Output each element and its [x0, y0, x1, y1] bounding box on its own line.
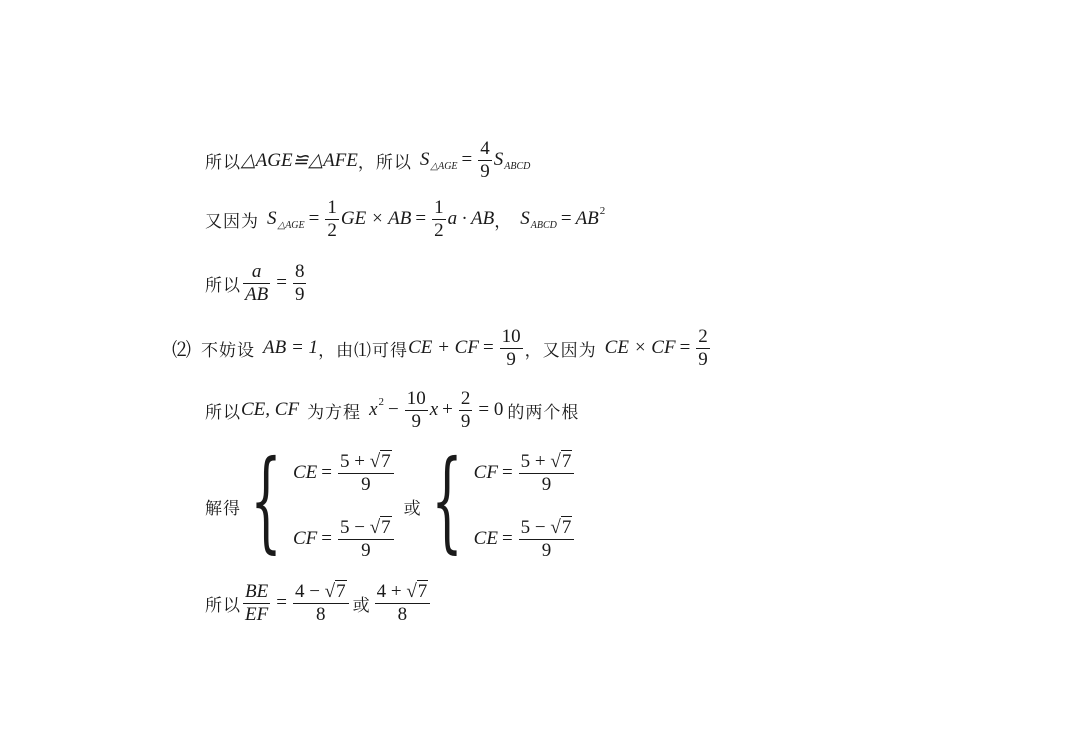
- system-row: [474, 516, 577, 562]
- text-you1kede: 由⑴可得: [336, 340, 409, 361]
- line-6: [205, 436, 576, 564]
- equals: =: [321, 528, 332, 549]
- equals: =: [679, 337, 691, 358]
- equals: =: [415, 208, 427, 229]
- lhs: CE: [293, 462, 318, 483]
- radicand: 7: [561, 517, 572, 538]
- fraction-root: [519, 450, 575, 496]
- fraction-2-9: [459, 388, 473, 433]
- equals: =: [321, 462, 332, 483]
- radicand: 7: [336, 581, 346, 602]
- fraction-numerator: 8: [294, 260, 305, 282]
- text-de-lianggegen: 的两个根: [507, 402, 580, 423]
- fraction-denominator: 9: [541, 474, 552, 495]
- fraction-root: [338, 516, 394, 562]
- fraction-denominator: 9: [411, 410, 421, 432]
- system-1: [293, 450, 396, 562]
- system-row: [293, 450, 396, 496]
- text-suoyi: 所以: [205, 595, 241, 616]
- fraction-denominator: 8: [397, 604, 408, 625]
- ab-equals-one: AB = 1: [263, 337, 319, 358]
- equals-zero: = 0: [478, 399, 504, 420]
- fraction-numerator: 5 − √ 7: [340, 517, 391, 538]
- fraction-be-over-ef: [243, 581, 270, 626]
- fraction-denominator: 9: [294, 283, 305, 305]
- fraction-numerator: 4 − √ 7: [294, 581, 346, 602]
- area-subscript: △AGE: [430, 160, 458, 172]
- line-7: [205, 578, 432, 628]
- equals: =: [501, 528, 513, 549]
- fraction-numerator: 2: [460, 387, 471, 409]
- radicand: 7: [417, 581, 428, 602]
- fraction-half: [432, 197, 446, 242]
- line-5: [205, 386, 579, 434]
- ge-times-ab: GE × AB: [340, 208, 412, 229]
- area-symbol: S: [520, 208, 530, 229]
- lhs: CF: [293, 528, 318, 549]
- fraction-denominator: 8: [316, 604, 326, 625]
- fraction-denominator: EF: [245, 603, 269, 625]
- line-4: [172, 324, 712, 372]
- fraction-numerator: BE: [245, 580, 269, 602]
- var-x: x: [429, 399, 439, 420]
- fraction-denominator: 9: [541, 540, 552, 561]
- fraction-numerator: 10: [406, 387, 426, 409]
- lhs: CF: [473, 462, 498, 483]
- equals: =: [560, 208, 572, 229]
- fraction-numerator: 4 + √ 7: [376, 581, 428, 602]
- equals: =: [276, 272, 287, 293]
- minus: −: [388, 399, 399, 420]
- fraction-numerator: 1: [327, 196, 337, 218]
- equals: =: [308, 208, 320, 229]
- lhs: CE: [473, 528, 498, 549]
- text-suoyi: 所以: [375, 152, 412, 173]
- text-youyinwei: 又因为: [205, 211, 259, 232]
- fraction-denominator: 9: [480, 160, 490, 182]
- fraction-denominator: AB: [245, 283, 269, 305]
- comma: ，: [524, 340, 543, 361]
- area-symbol: S: [267, 208, 277, 229]
- equals: =: [461, 149, 473, 170]
- a-dot-ab: a · AB: [447, 208, 495, 229]
- fraction-denominator: 9: [698, 348, 708, 370]
- fraction-10-9: [500, 326, 523, 371]
- text-bufangshe: 不妨设: [201, 340, 256, 361]
- fraction-numerator: 4: [480, 137, 490, 159]
- equals: =: [482, 337, 494, 358]
- fraction-2-9: [696, 326, 710, 371]
- area-subscript: ABCD: [530, 219, 557, 231]
- fraction-numerator: 10: [501, 325, 521, 347]
- area-subscript: ABCD: [504, 160, 531, 172]
- fraction-denominator: 9: [361, 540, 371, 561]
- fraction-a-over-ab: [243, 261, 270, 306]
- fraction-10-9: [405, 388, 428, 433]
- text-huo: 或: [352, 595, 371, 616]
- equals: =: [276, 592, 287, 613]
- radicand: 7: [561, 451, 572, 472]
- system-row: [293, 516, 396, 562]
- line-3: [205, 259, 308, 307]
- comma: ，: [318, 340, 337, 361]
- fraction-numerator: 5 + √ 7: [340, 451, 391, 472]
- area-subscript: △AGE: [277, 219, 305, 231]
- congruent-triangles: △AGE≌△AFE: [241, 149, 358, 171]
- equals: =: [501, 462, 513, 483]
- fraction-root: [375, 580, 431, 626]
- area-symbol: S: [493, 149, 504, 170]
- ab: AB: [575, 208, 599, 229]
- left-brace: {: [250, 436, 282, 564]
- square-exponent: 2: [378, 396, 384, 408]
- fraction-4-9: [478, 138, 492, 183]
- ce-times-cf: CE × CF: [604, 337, 676, 358]
- square-exponent: 2: [599, 205, 606, 217]
- fraction-root: [519, 516, 575, 562]
- text-suoyi: 所以: [205, 402, 241, 423]
- fraction-numerator: a: [251, 260, 262, 282]
- comma: ，: [494, 211, 513, 232]
- text-suoyi: 所以: [205, 152, 241, 173]
- fraction-numerator: 2: [698, 325, 708, 347]
- fraction-denominator: 2: [327, 219, 337, 241]
- radicand: 7: [381, 517, 391, 538]
- fraction-denominator: 9: [506, 348, 516, 370]
- text-huo: 或: [403, 498, 422, 519]
- left-brace: {: [430, 436, 463, 564]
- part-label: ⑵: [172, 339, 192, 361]
- text-wei-fangcheng: 为方程: [307, 402, 362, 423]
- ce-cf: CE, CF: [241, 399, 300, 420]
- text-jiede: 解得: [205, 498, 241, 519]
- line-1: [205, 138, 530, 182]
- fraction-denominator: 2: [434, 219, 444, 241]
- fraction-half: [325, 197, 339, 242]
- line-2: [205, 197, 605, 241]
- fraction-numerator: 5 + √ 7: [520, 451, 572, 472]
- fraction-denominator: 9: [361, 474, 371, 495]
- radicand: 7: [381, 451, 391, 472]
- plus: +: [442, 399, 453, 420]
- fraction-numerator: 1: [434, 196, 444, 218]
- system-2: [474, 450, 577, 562]
- fraction-root: [338, 450, 394, 496]
- fraction-8-9: [293, 261, 307, 306]
- text-youyinwei: 又因为: [542, 340, 597, 361]
- text-suoyi: 所以: [205, 275, 241, 296]
- var-x: x: [369, 399, 378, 420]
- fraction-numerator: 5 − √ 7: [520, 517, 572, 538]
- fraction-root: [293, 580, 349, 626]
- fraction-denominator: 9: [460, 410, 471, 432]
- area-symbol: S: [419, 149, 430, 170]
- ce-plus-cf: CE + CF: [408, 337, 479, 358]
- system-row: [474, 450, 577, 496]
- comma: ，: [357, 152, 376, 173]
